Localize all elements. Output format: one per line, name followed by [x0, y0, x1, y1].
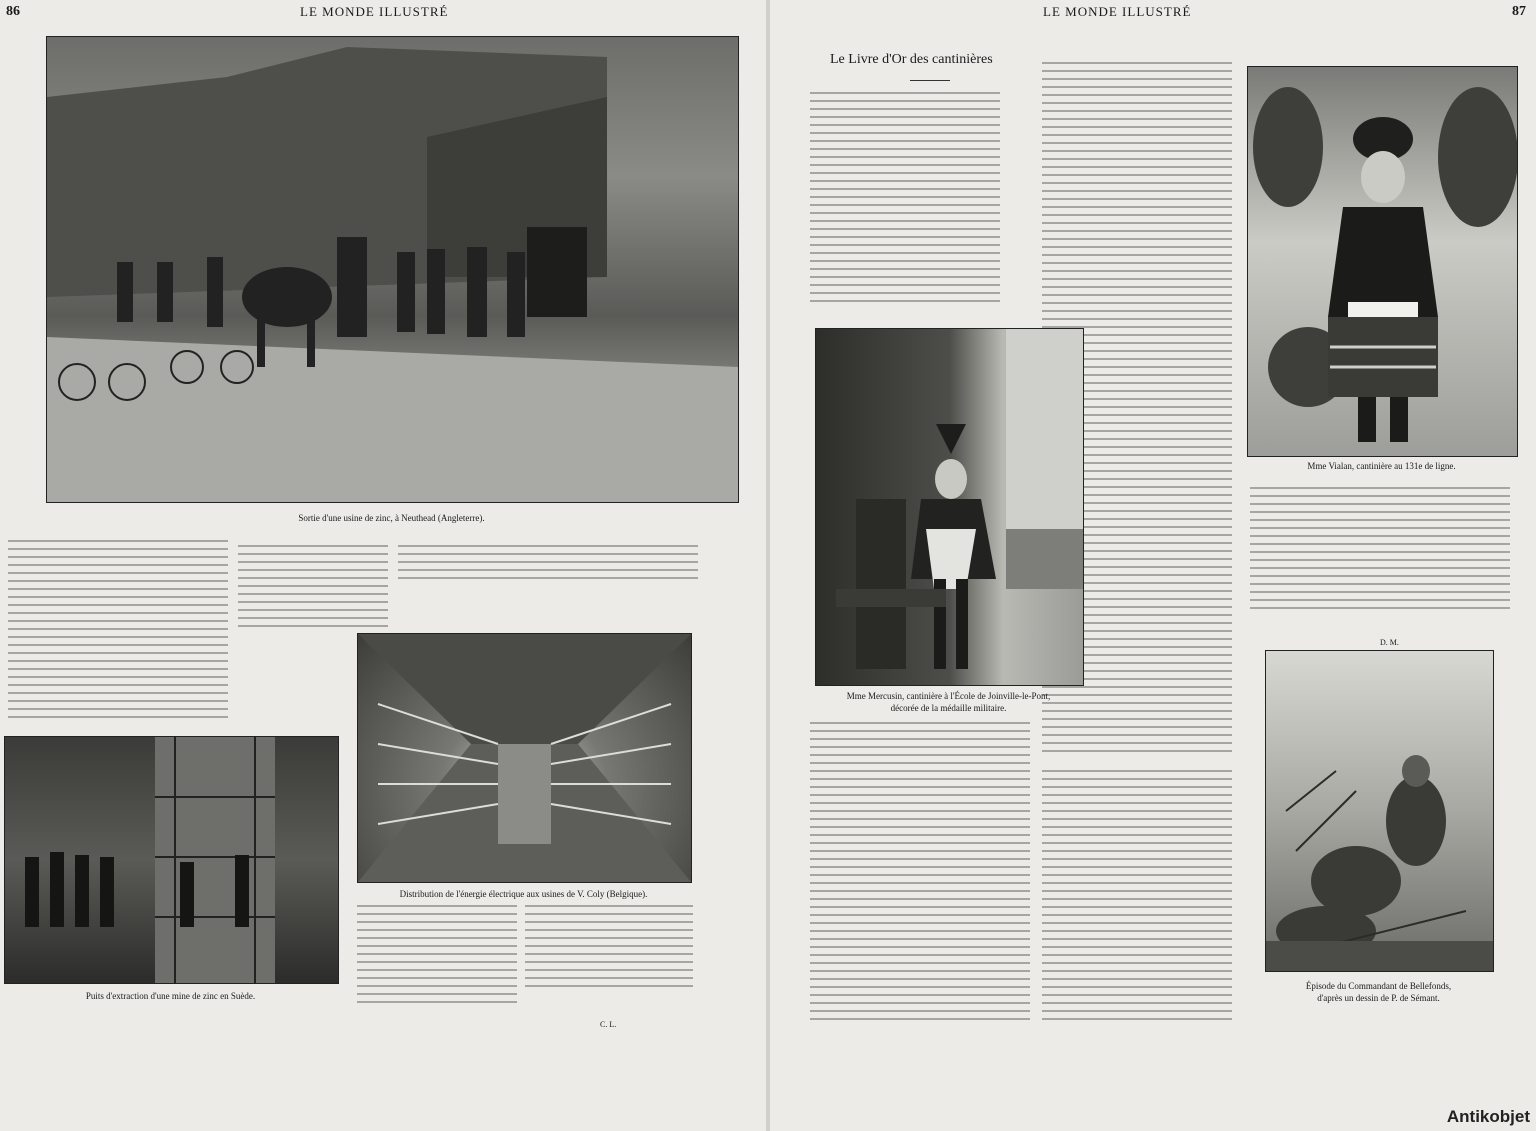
article-signature: D. M. [1380, 638, 1399, 647]
electric-distribution-caption: Distribution de l'énergie électrique aux usines de V. Coly (Belgique). [399, 889, 648, 899]
body-text-column-5 [525, 905, 693, 1015]
running-head: LE MONDE ILLUSTRÉ [1043, 4, 1192, 19]
bellefonds-caption-line-1: Épisode du Commandant de Bellefonds, [1305, 981, 1452, 991]
body-text-column-2 [238, 545, 388, 635]
bellefonds-engraving [1265, 650, 1494, 972]
mercusin-caption-line-1: Mme Mercusin, cantinière à l'École de Joinville-le-Pont, [846, 691, 1051, 701]
title-rule [910, 80, 950, 81]
cantinieres-column-5 [1250, 487, 1510, 627]
vialan-portrait-photo [1247, 66, 1518, 457]
vialan-caption: Mme Vialan, cantinière au 131e de ligne. [1307, 461, 1456, 471]
cantinieres-column-4 [1042, 770, 1232, 1032]
mercusin-portrait-photo [815, 328, 1084, 686]
cantinieres-column-3 [810, 722, 1030, 1032]
right-page [770, 0, 1536, 1131]
page-number: 86 [6, 4, 20, 19]
seller-watermark: Antikobjet [1446, 1107, 1530, 1126]
mercusin-caption-line-2: décorée de la médaille militaire. [890, 703, 1007, 713]
article-title: Le Livre d'Or des cantinières [830, 52, 993, 67]
zinc-factory-photo [46, 36, 739, 503]
body-text-column-3 [398, 545, 698, 635]
bellefonds-caption-line-2: d'après un dessin de P. de Sémant. [1317, 993, 1440, 1003]
left-page [0, 0, 766, 1131]
cantinieres-column-1 [810, 92, 1000, 312]
body-text-column-4 [357, 905, 517, 1015]
electric-distribution-photo [357, 633, 692, 883]
zinc-mine-caption: Puits d'extraction d'une mine de zinc en Suède. [85, 991, 256, 1001]
running-head: LE MONDE ILLUSTRÉ [300, 4, 449, 19]
mercusin-caption [810, 690, 1087, 714]
body-text-column-1 [8, 540, 228, 730]
article-signature: C. L. [600, 1020, 617, 1029]
bellefonds-caption [1250, 980, 1507, 1004]
zinc-mine-photo [4, 736, 339, 984]
zinc-factory-caption: Sortie d'une usine de zinc, à Neuthead (Angleterre). [298, 513, 485, 523]
page-number: 87 [1512, 4, 1526, 19]
